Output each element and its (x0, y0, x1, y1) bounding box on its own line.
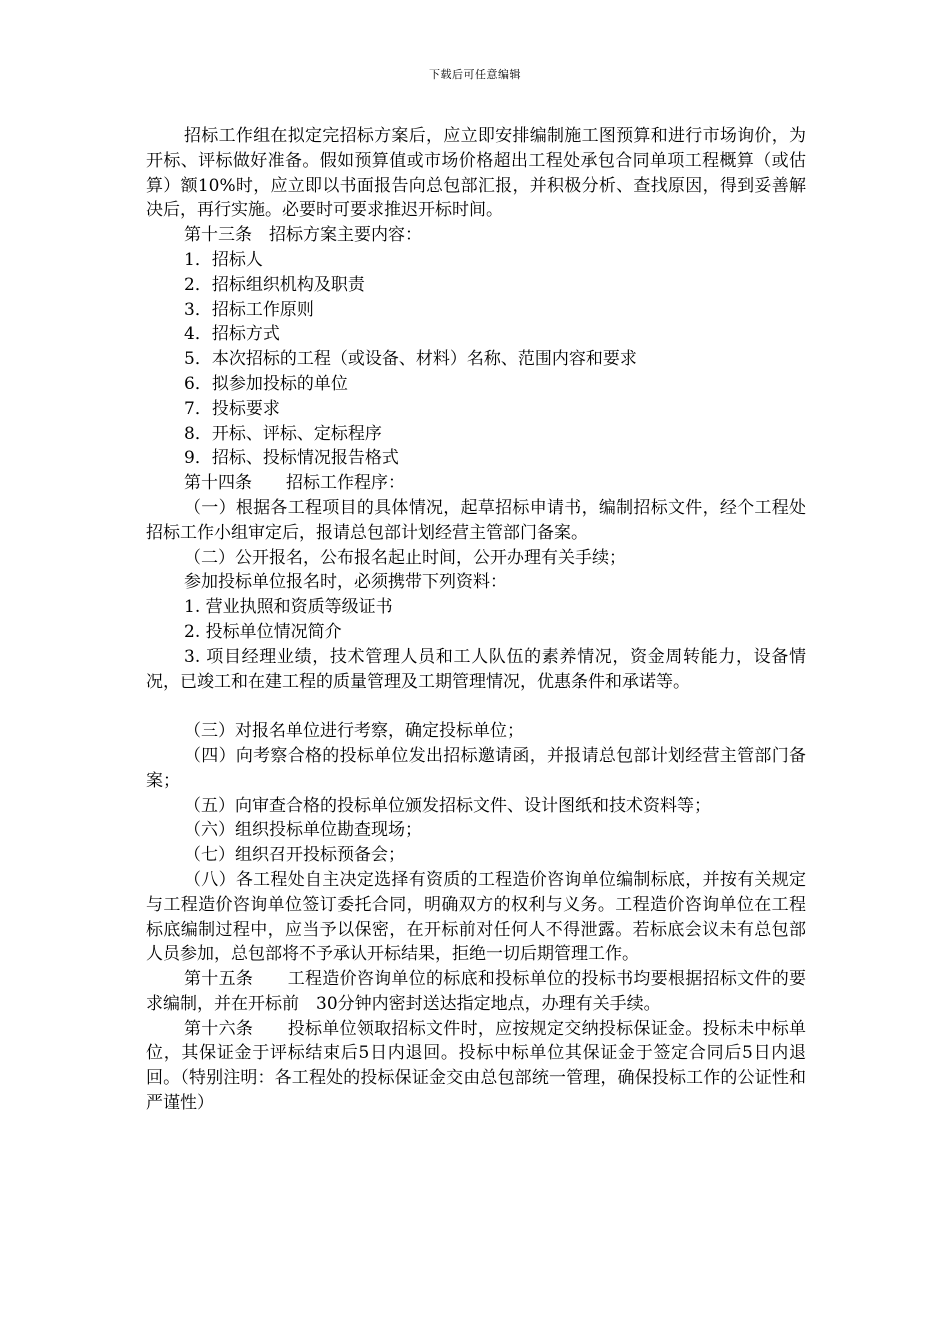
paragraph: 5．本次招标的工程（或设备、材料）名称、范围内容和要求 (184, 349, 637, 370)
paragraph: （八）各工程处自主决定选择有资质的工程造价咨询单位编制标底，并按有关规定与工程造价咨询单位签订委托合同，明确双方的权利与义务。工程造价咨询单位在工程标底编制过程中，应当予以保密，在开标前对任何人不得泄露。若标底会议未有总包部人员参加，总包部将不予承认开标结果，拒绝一切后期管理工作。 (146, 869, 806, 965)
paragraph: 第十六条 投标单位领取招标文件时，应按规定交纳投标保证金。投标未中标单位，其保证金于评标结束后5日内退回。投标中标单位其保证金于签定合同后5日内退回。（特别注明：各工程处的投标保证金交由总包部统一管理，确保投标工作的公证性和严谨性） (146, 1018, 806, 1114)
paragraph: 8．开标、评标、定标程序 (184, 423, 382, 444)
paragraph: 参加投标单位报名时，必须携带下列资料： (184, 572, 507, 593)
document-body (146, 124, 806, 1116)
paragraph: 2．招标组织机构及职责 (184, 274, 365, 295)
paragraph: 7．投标要求 (184, 398, 280, 419)
paragraph: 3. 项目经理业绩，技术管理人员和工人队伍的素养情况，资金周转能力，设备情况，已竣工和在建工程的质量管理及工期管理情况，优惠条件和承诺等。 (146, 646, 806, 692)
paragraph: 4．招标方式 (184, 324, 280, 345)
paragraph: 1．招标人 (184, 249, 263, 270)
paragraph: （五）向审查合格的投标单位颁发招标文件、设计图纸和技术资料等； (184, 795, 711, 816)
page-header-note: 下载后可任意编辑 (429, 68, 521, 81)
paragraph: 2. 投标单位情况简介 (184, 621, 342, 642)
paragraph: 第十五条 工程造价咨询单位的标底和投标单位的投标书均要根据招标文件的要求编制，并在开标前 30分钟内密封送达指定地点，办理有关手续。 (146, 969, 806, 1014)
paragraph: （一）根据各工程项目的具体情况，起草招标申请书，编制招标文件，经个工程处招标工作小组审定后，报请总包部计划经营主管部门备案。 (146, 497, 806, 543)
blank-line (146, 694, 806, 719)
paragraph: （二）公开报名，公布报名起止时间，公开办理有关手续； (184, 547, 626, 568)
paragraph: （七）组织召开投标预备会； (184, 845, 405, 866)
paragraph: 第十三条 招标方案主要内容： (184, 225, 422, 246)
paragraph: 第十四条 招标工作程序： (184, 473, 405, 494)
paragraph: （四）向考察合格的投标单位发出招标邀请函，并报请总包部计划经营主管部门备案； (146, 745, 806, 791)
paragraph: （六）组织投标单位勘查现场； (184, 820, 422, 841)
paragraph: 1. 营业执照和资质等级证书 (184, 597, 393, 618)
paragraph: 9．招标、投标情况报告格式 (184, 448, 399, 469)
paragraph: 6．拟参加投标的单位 (184, 373, 348, 394)
paragraph: （三）对报名单位进行考察，确定投标单位； (184, 721, 524, 742)
paragraph: 3．招标工作原则 (184, 299, 314, 320)
paragraph: 招标工作组在拟定完招标方案后，应立即安排编制施工图预算和进行市场询价，为开标、评标做好准备。假如预算值或市场价格超出工程处承包合同单项工程概算（或估算）额10%时，应立即以书面报告向总包部汇报，并积极分析、查找原因，得到妥善解决后，再行实施。必要时可要求推迟开标时间。 (146, 126, 806, 221)
